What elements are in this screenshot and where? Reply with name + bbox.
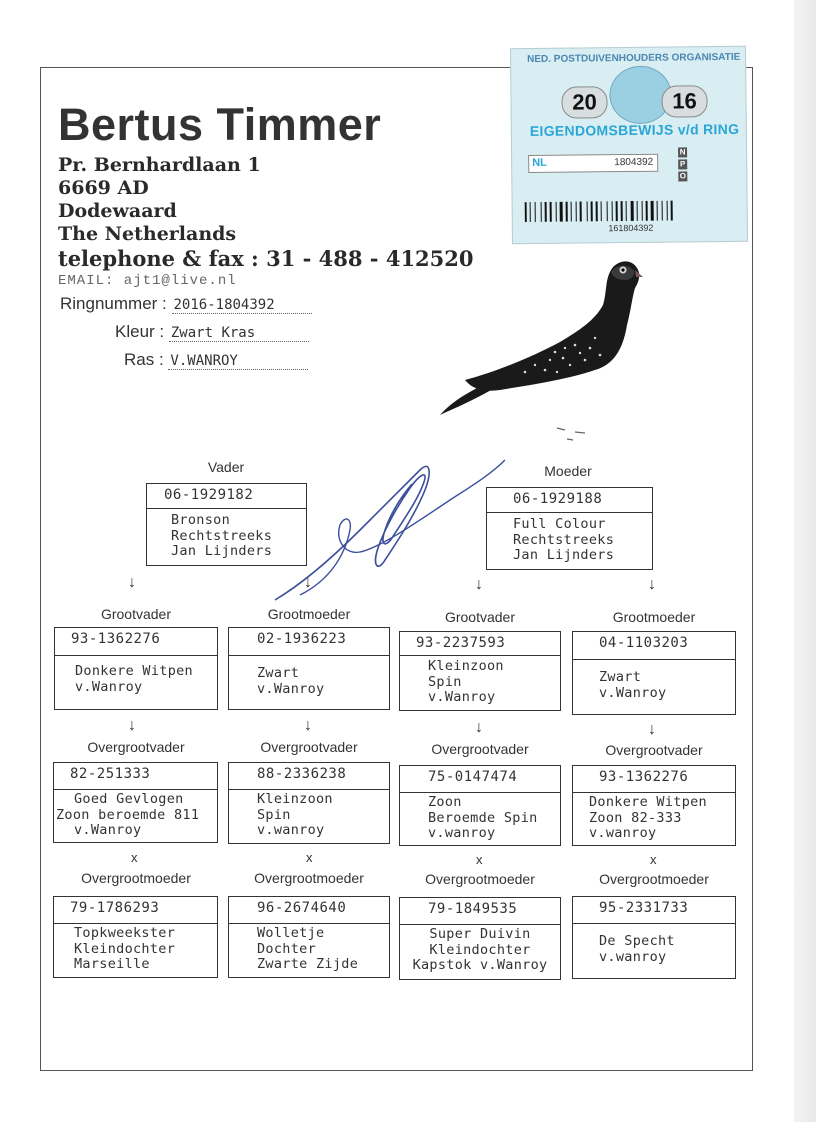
great-grandmother-box [228, 896, 390, 978]
arrow-down: ↓ [128, 574, 136, 591]
great-grandmother-line: Kleindochter [74, 940, 176, 957]
great-grandfather-label: Overgrootvader [87, 739, 185, 755]
great-grandmother-ring: 96-2674640 [229, 897, 389, 924]
father-box [146, 483, 307, 566]
grandparent-info [229, 656, 389, 697]
npo-letters [678, 147, 689, 183]
great-grandfather-box [399, 765, 561, 846]
great-grandmother-line: v.wanroy [599, 948, 667, 965]
ring-number-label: Ringnummer : [60, 294, 167, 313]
breed-field [124, 350, 308, 370]
great-grandfather-info [573, 793, 735, 842]
grandparent-label: Grootmoeder [267, 606, 351, 622]
ring-ownership-card [510, 46, 748, 244]
arrow-down: ↓ [304, 717, 312, 734]
grandparent-line: Spin [428, 673, 462, 690]
great-grandmother-line: De Specht [599, 933, 675, 949]
grandparent-info [400, 656, 560, 706]
year-left: 20 [561, 86, 607, 118]
great-grandfather-line: v.wanroy [589, 825, 657, 841]
great-grandmother-ring: 95-2331733 [573, 897, 735, 924]
great-grandmother-label: Overgrootmoeder [599, 871, 709, 887]
great-grandfather-ring: 82-251333 [54, 763, 217, 790]
great-grandfather-box [53, 762, 218, 843]
ring-number-box [528, 154, 658, 173]
cross-mark: x [306, 850, 313, 865]
great-grandmother-info [400, 925, 560, 974]
great-grandmother-line: Zwarte Zijde [257, 956, 359, 972]
great-grandfather-line: Goed Gevlogen [74, 791, 184, 807]
great-grandfather-ring: 75-0147474 [400, 766, 560, 793]
grandparent-ring: 93-1362276 [55, 628, 217, 656]
great-grandfather-info [229, 790, 389, 839]
grandparent-label: Grootvader [444, 609, 516, 625]
arrow-down: ↓ [304, 574, 312, 591]
card-title: EIGENDOMSBEWIJS v/d RING [529, 120, 740, 140]
great-grandmother-box [399, 897, 561, 980]
grandparent-line: v.Wanroy [599, 684, 667, 701]
great-grandmother-line: Wolletje [257, 925, 325, 941]
grandparent-line: v.Wanroy [428, 689, 496, 705]
ring-number-value: 2016-1804392 [172, 297, 312, 314]
breed-label: Ras : [124, 350, 164, 369]
great-grandfather-line: Zoon [428, 794, 462, 810]
great-grandmother-line: Topkweekster [74, 925, 176, 941]
barcode [525, 200, 739, 222]
great-grandmother-box [572, 896, 736, 979]
grandparent-ring: 04-1103203 [573, 632, 735, 660]
arrow-down: ↓ [475, 719, 483, 736]
grandparent-line: Kleinzoon [428, 658, 504, 674]
great-grandfather-line: v.Wanroy [74, 822, 142, 838]
great-grandmother-box [53, 896, 218, 978]
color-value: Zwart Kras [169, 325, 309, 342]
great-grandmother-ring: 79-1786293 [54, 897, 217, 924]
great-grandfather-label: Overgrootvader [605, 742, 703, 758]
grandparent-info [573, 660, 735, 701]
father-line: Bronson [171, 512, 230, 528]
grandparent-info [55, 656, 217, 695]
great-grandfather-box [228, 762, 390, 844]
letter-p: P [679, 159, 686, 169]
arrow-down: ↓ [648, 576, 656, 593]
barcode-number: 161804392 [608, 222, 654, 234]
color-label: Kleur : [115, 322, 165, 341]
great-grandmother-line: Super Duivin [429, 926, 531, 942]
pigeon-illustration [435, 250, 655, 450]
grandparent-line: Zwart [599, 669, 642, 685]
phone-fax: telephone & fax : 31 - 488 - 412520 [58, 246, 474, 271]
arrow-down: ↓ [475, 576, 483, 593]
great-grandfather-line: Spin [257, 806, 291, 823]
grandparent-line: Donkere Witpen [75, 663, 193, 679]
scan-edge [794, 0, 816, 1122]
color-field [115, 322, 309, 342]
letter-o: O [679, 171, 686, 181]
great-grandmother-info [229, 924, 389, 973]
father-line: Rechtstreeks [171, 527, 273, 544]
father-info [147, 509, 306, 560]
great-grandfather-label: Overgrootvader [260, 739, 358, 755]
card-ring-number: 1804392 [614, 156, 654, 169]
great-grandfather-line: Kleinzoon [257, 791, 333, 807]
mother-label: Moeder [544, 463, 592, 479]
great-grandmother-line: Dochter [257, 940, 316, 957]
email: EMAIL: ajt1@live.nl [58, 273, 237, 289]
great-grandfather-box [572, 765, 736, 846]
great-grandfather-ring: 93-1362276 [573, 766, 735, 793]
mother-line: Jan Lijnders [513, 547, 615, 563]
father-ring: 06-1929182 [147, 484, 306, 509]
arrow-down: ↓ [128, 717, 136, 734]
great-grandmother-line: Kapstok v.Wanroy [412, 957, 548, 973]
grandfather-paternal-box [54, 627, 218, 710]
great-grandmother-info [54, 924, 217, 973]
grandparent-line: v.Wanroy [75, 678, 143, 695]
great-grandfather-info [400, 793, 560, 842]
grandparent-line: v.Wanroy [257, 680, 325, 697]
grandparent-label: Grootvader [100, 606, 172, 622]
grandparent-ring: 93-2237593 [400, 632, 560, 656]
organisation-name: NED. POSTDUIVENHOUDERS ORGANISATIE [527, 51, 741, 66]
great-grandfather-line: Zoon 82-333 [589, 809, 682, 826]
letter-n: N [679, 147, 686, 157]
breed-value: V.WANROY [168, 353, 308, 370]
address-street: Pr. Bernhardlaan 1 [58, 154, 261, 176]
grandparent-line: Zwart [257, 665, 300, 681]
father-label: Vader [207, 459, 245, 475]
cross-mark: x [476, 852, 483, 867]
grandmother-paternal-box [228, 627, 390, 710]
great-grandmother-line: Marseille [74, 956, 150, 972]
mother-ring: 06-1929188 [487, 488, 652, 513]
grandfather-maternal-box [399, 631, 561, 711]
mother-line: Rechtstreeks [513, 531, 615, 548]
mother-info [487, 513, 652, 564]
address-country: The Netherlands [58, 223, 237, 245]
great-grandmother-ring: 79-1849535 [400, 898, 560, 925]
address-postcode: 6669 AD [58, 177, 149, 199]
great-grandfather-line: v.wanroy [428, 825, 496, 841]
cross-mark: x [131, 850, 138, 865]
great-grandfather-label: Overgrootvader [431, 741, 529, 757]
country-code: NL [532, 156, 547, 170]
mother-box [486, 487, 653, 570]
cross-mark: x [650, 852, 657, 867]
great-grandfather-ring: 88-2336238 [229, 763, 389, 790]
owner-block [58, 98, 474, 290]
year-right: 16 [661, 85, 707, 117]
great-grandfather-line: Donkere Witpen [589, 794, 707, 810]
great-grandfather-info [54, 790, 217, 839]
great-grandmother-label: Overgrootmoeder [81, 870, 191, 886]
ring-number-field [60, 294, 312, 314]
father-line: Jan Lijnders [171, 543, 273, 559]
great-grandmother-label: Overgrootmoeder [254, 870, 364, 886]
great-grandmother-info [573, 924, 735, 965]
great-grandmother-label: Overgrootmoeder [425, 871, 535, 887]
mother-line: Full Colour [513, 516, 606, 532]
grandparent-label: Grootmoeder [612, 609, 696, 625]
great-grandfather-line: Beroemde Spin [428, 809, 538, 826]
arrow-down: ↓ [648, 721, 656, 738]
address-city: Dodewaard [58, 200, 177, 222]
owner-name: Bertus Timmer [58, 99, 382, 150]
great-grandmother-line: Kleindochter [429, 941, 531, 958]
great-grandfather-line: v.wanroy [257, 822, 325, 838]
great-grandfather-line: Zoon beroemde 811 [56, 806, 200, 823]
grandmother-maternal-box [572, 631, 736, 715]
grandparent-ring: 02-1936223 [229, 628, 389, 656]
